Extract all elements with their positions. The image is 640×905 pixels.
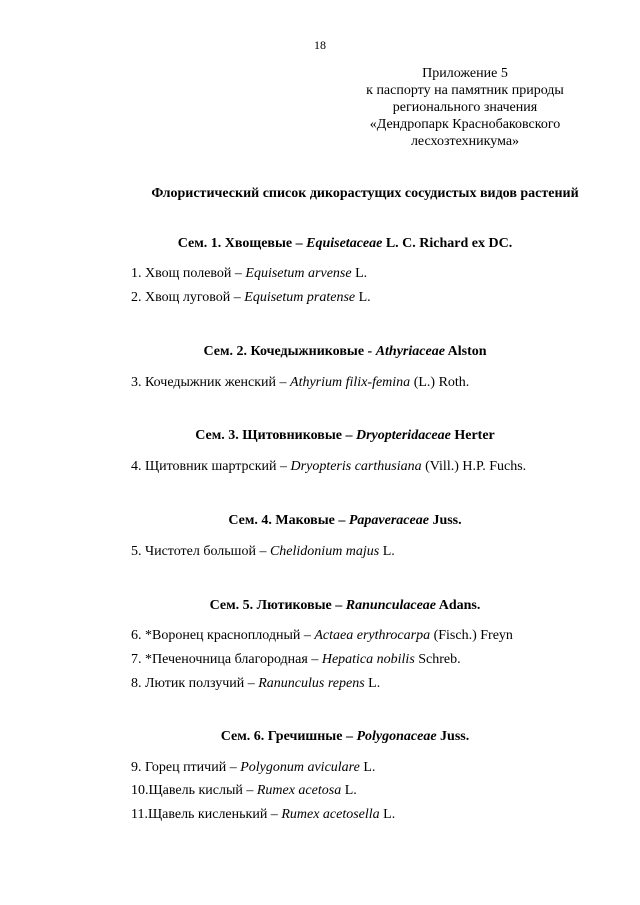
family-heading: [0, 344, 640, 360]
species-russian-name: *Печеночница благородная –: [145, 652, 322, 667]
species-item: [131, 459, 526, 475]
species-item: [131, 807, 395, 823]
species-number: 5.: [131, 544, 145, 559]
family-heading: [0, 513, 640, 529]
species-latin-name: Rumex acetosella: [281, 807, 380, 822]
species-author: L.: [351, 266, 368, 281]
family-author: Herter: [450, 428, 495, 443]
family-latin-name: Dryopteridaceae: [355, 428, 451, 443]
species-author: L.: [379, 807, 396, 822]
species-number: 2.: [131, 290, 145, 305]
appendix-header: [320, 65, 610, 150]
species-latin-name: Hepatica nobilis: [321, 652, 415, 667]
species-russian-name: Щавель кисленький –: [147, 807, 282, 822]
family-prefix: Сем. 1. Хвощевые –: [177, 236, 307, 251]
species-number: 11.: [131, 807, 148, 822]
family-author: Juss.: [428, 513, 462, 528]
family-latin-name: Ranunculaceae: [345, 598, 437, 613]
family-author: L. C. Richard ex DC.: [382, 236, 513, 251]
species-number: 1.: [131, 266, 145, 281]
appendix-line: регионального значения: [392, 100, 538, 115]
species-latin-name: Equisetum pratense: [244, 290, 356, 305]
species-number: 4.: [131, 459, 145, 474]
family-author: Adans.: [436, 598, 481, 613]
species-author: (Vill.) H.P. Fuchs.: [421, 459, 527, 474]
species-author: L.: [355, 290, 371, 305]
appendix-line: лесхозтехникума»: [410, 134, 520, 149]
species-author: (L.) Roth.: [410, 375, 470, 390]
family-prefix: Сем. 2. Кочедыжниковые -: [203, 344, 376, 359]
species-author: L.: [364, 676, 381, 691]
appendix-line: Приложение 5: [422, 66, 508, 81]
species-item: [131, 266, 367, 282]
family-heading: [0, 598, 640, 614]
species-russian-name: Чистотел большой –: [145, 544, 270, 559]
species-latin-name: Chelidonium majus: [269, 544, 380, 559]
species-item: [131, 760, 375, 776]
species-latin-name: Equisetum arvense: [245, 266, 352, 281]
family-latin-name: Polygonaceae: [356, 729, 437, 744]
family-author: Alston: [444, 344, 487, 359]
family-heading: [0, 236, 640, 252]
species-number: 9.: [131, 760, 145, 775]
species-number: 3.: [131, 375, 145, 390]
family-heading: [0, 729, 640, 745]
family-latin-name: Papaveraceae: [348, 513, 429, 528]
species-russian-name: *Воронец красноплодный –: [145, 628, 315, 643]
species-author: (Fisch.) Freyn: [430, 628, 513, 643]
page-number: 18: [314, 38, 326, 52]
species-item: [131, 375, 469, 391]
family-prefix: Сем. 3. Щитовниковые –: [195, 428, 356, 443]
appendix-line: «Дендропарк Краснобаковского: [369, 117, 561, 132]
species-item: [131, 676, 380, 692]
species-author: L.: [379, 544, 395, 559]
document-title: Флористический список дикорастущих сосудистых видов растений: [151, 186, 579, 201]
species-latin-name: Polygonum aviculare: [240, 760, 360, 775]
species-author: Schreb.: [414, 652, 461, 667]
family-latin-name: Equisetaceae: [306, 236, 383, 251]
species-russian-name: Хвощ луговой –: [145, 290, 245, 305]
species-latin-name: Dryopteris carthusiana: [290, 459, 422, 474]
species-russian-name: Хвощ полевой –: [145, 266, 246, 281]
species-number: 7.: [131, 652, 145, 667]
species-item: [131, 652, 461, 668]
species-russian-name: Щитовник шартрский –: [145, 459, 291, 474]
species-number: 6.: [131, 628, 145, 643]
species-item: [131, 628, 513, 644]
family-prefix: Сем. 4. Маковые –: [228, 513, 349, 528]
species-item: [131, 290, 371, 306]
family-latin-name: Athyriaceae: [375, 344, 445, 359]
species-item: [131, 544, 395, 560]
species-author: L.: [359, 760, 376, 775]
family-prefix: Сем. 5. Лютиковые –: [209, 598, 346, 613]
species-latin-name: Actaea erythrocarpa: [314, 628, 431, 643]
family-prefix: Сем. 6. Гречишные –: [220, 729, 357, 744]
family-author: Juss.: [436, 729, 470, 744]
species-latin-name: Rumex acetosa: [256, 783, 342, 798]
species-russian-name: Кочедыжник женский –: [145, 375, 291, 390]
species-latin-name: Ranunculus repens: [258, 676, 365, 691]
species-russian-name: Лютик ползучий –: [145, 676, 259, 691]
family-heading: [0, 428, 640, 444]
species-russian-name: Горец птичий –: [145, 760, 241, 775]
species-latin-name: Athyrium filix-femina: [290, 375, 411, 390]
species-russian-name: Щавель кислый –: [148, 783, 257, 798]
species-number: 10.: [131, 783, 149, 798]
species-author: L.: [341, 783, 357, 798]
species-number: 8.: [131, 676, 145, 691]
appendix-line: к паспорту на памятник природы: [366, 83, 564, 98]
species-item: [131, 783, 357, 799]
